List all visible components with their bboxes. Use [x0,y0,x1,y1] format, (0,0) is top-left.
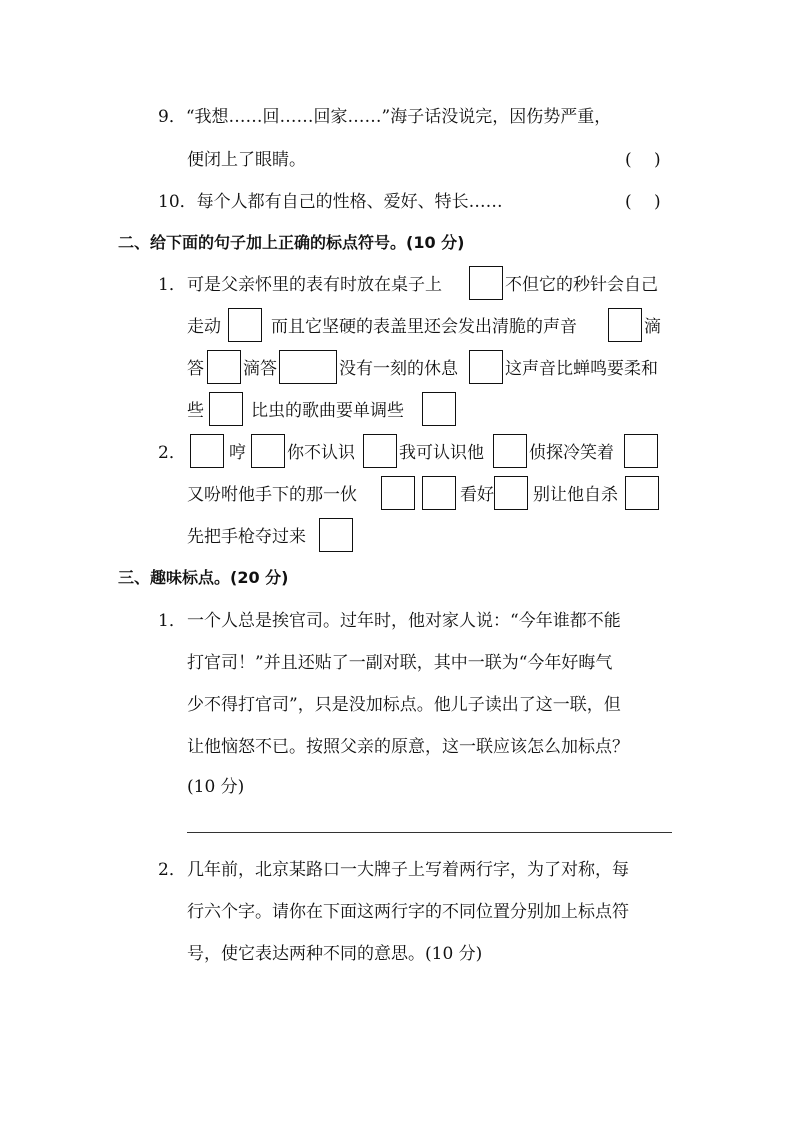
punctuation-box[interactable] [469,350,503,384]
s2-item1-text: 可是父亲怀里的表有时放在桌子上 [187,275,442,295]
s3-item2-text: 号，使它表达两种不同的意思。(10 分) [187,944,483,964]
punctuation-box[interactable] [469,266,503,300]
answer-line[interactable] [187,832,672,833]
s3-item2-text: 几年前，北京某路口一大牌子上写着两行字，为了对称，每 [187,860,629,880]
s2-item1-text: 答 [187,359,204,379]
punctuation-box[interactable] [422,392,456,426]
s2-item1-text: 没有一刻的休息 [339,359,458,379]
s3-item1-text: 少不得打官司”，只是没加标点。他儿子读出了这一联，但 [187,695,621,715]
s2-item2-text: 我可认识他 [399,443,484,463]
q10-line1: 10．每个人都有自己的性格、爱好、特长…… [158,192,503,212]
s2-item2-text: 别让他自杀 [533,485,618,505]
s2-item1-text: 这声音比蝉鸣要柔和 [505,359,658,379]
s2-item1-number: 1． [158,275,186,295]
section3-heading: 三、趣味标点。(20 分) [118,568,289,587]
s2-item2-text: 你不认识 [287,443,355,463]
punctuation-box[interactable] [190,434,224,468]
s3-item1-number: 1． [158,611,186,631]
s2-item1-text: 比虫的歌曲要单调些 [251,401,404,421]
section2-heading: 二、给下面的句子加上正确的标点符号。(10 分) [118,233,465,252]
s2-item2-text: 先把手枪夺过来 [187,527,306,547]
punctuation-box[interactable] [624,434,658,468]
s2-item1-text: 滴答 [243,359,277,379]
punctuation-box[interactable] [251,434,285,468]
punctuation-box[interactable] [493,434,527,468]
q9-line2: 便闭上了眼睛。 [187,150,306,170]
s3-item1-text: 打官司！”并且还贴了一副对联，其中一联为“今年好晦气 [187,653,613,673]
s2-item1-text: 些 [187,401,204,421]
s2-item2-text: 侦探冷笑着 [529,443,614,463]
s2-item2-text: 哼 [229,443,246,463]
q9-answer-paren[interactable]: ( ) [625,150,661,170]
punctuation-box[interactable] [494,476,528,510]
s3-item2-number: 2． [158,860,186,880]
punctuation-box[interactable] [363,434,397,468]
s3-item1-points: (10 分) [187,777,245,797]
q10-answer-paren[interactable]: ( ) [625,192,661,212]
punctuation-box-wide[interactable] [279,350,337,384]
s2-item1-text: 走动 [187,317,221,337]
punctuation-box[interactable] [209,392,243,426]
punctuation-box[interactable] [207,350,241,384]
s3-item1-text: 让他恼怒不已。按照父亲的原意，这一联应该怎么加标点？ [187,737,629,757]
punctuation-box[interactable] [608,308,642,342]
s2-item1-text: 不但它的秒针会自己 [505,275,658,295]
s2-item2-text: 又吩咐他手下的那一伙 [187,485,357,505]
q9-line1: 9．“我想……回……回家……”海子话没说完，因伤势严重， [158,107,612,127]
s2-item2-text: 看好 [460,485,494,505]
s3-item2-text: 行六个字。请你在下面这两行字的不同位置分别加上标点符 [187,902,629,922]
s3-item1-text: 一个人总是挨官司。过年时，他对家人说：“今年谁都不能 [187,611,621,631]
s2-item1-text: 滴 [644,317,661,337]
s2-item2-number: 2． [158,443,186,463]
punctuation-box[interactable] [422,476,456,510]
punctuation-box[interactable] [625,476,659,510]
punctuation-box[interactable] [381,476,415,510]
punctuation-box[interactable] [228,308,262,342]
s2-item1-text: 而且它坚硬的表盖里还会发出清脆的声音 [271,317,577,337]
punctuation-box[interactable] [319,518,353,552]
